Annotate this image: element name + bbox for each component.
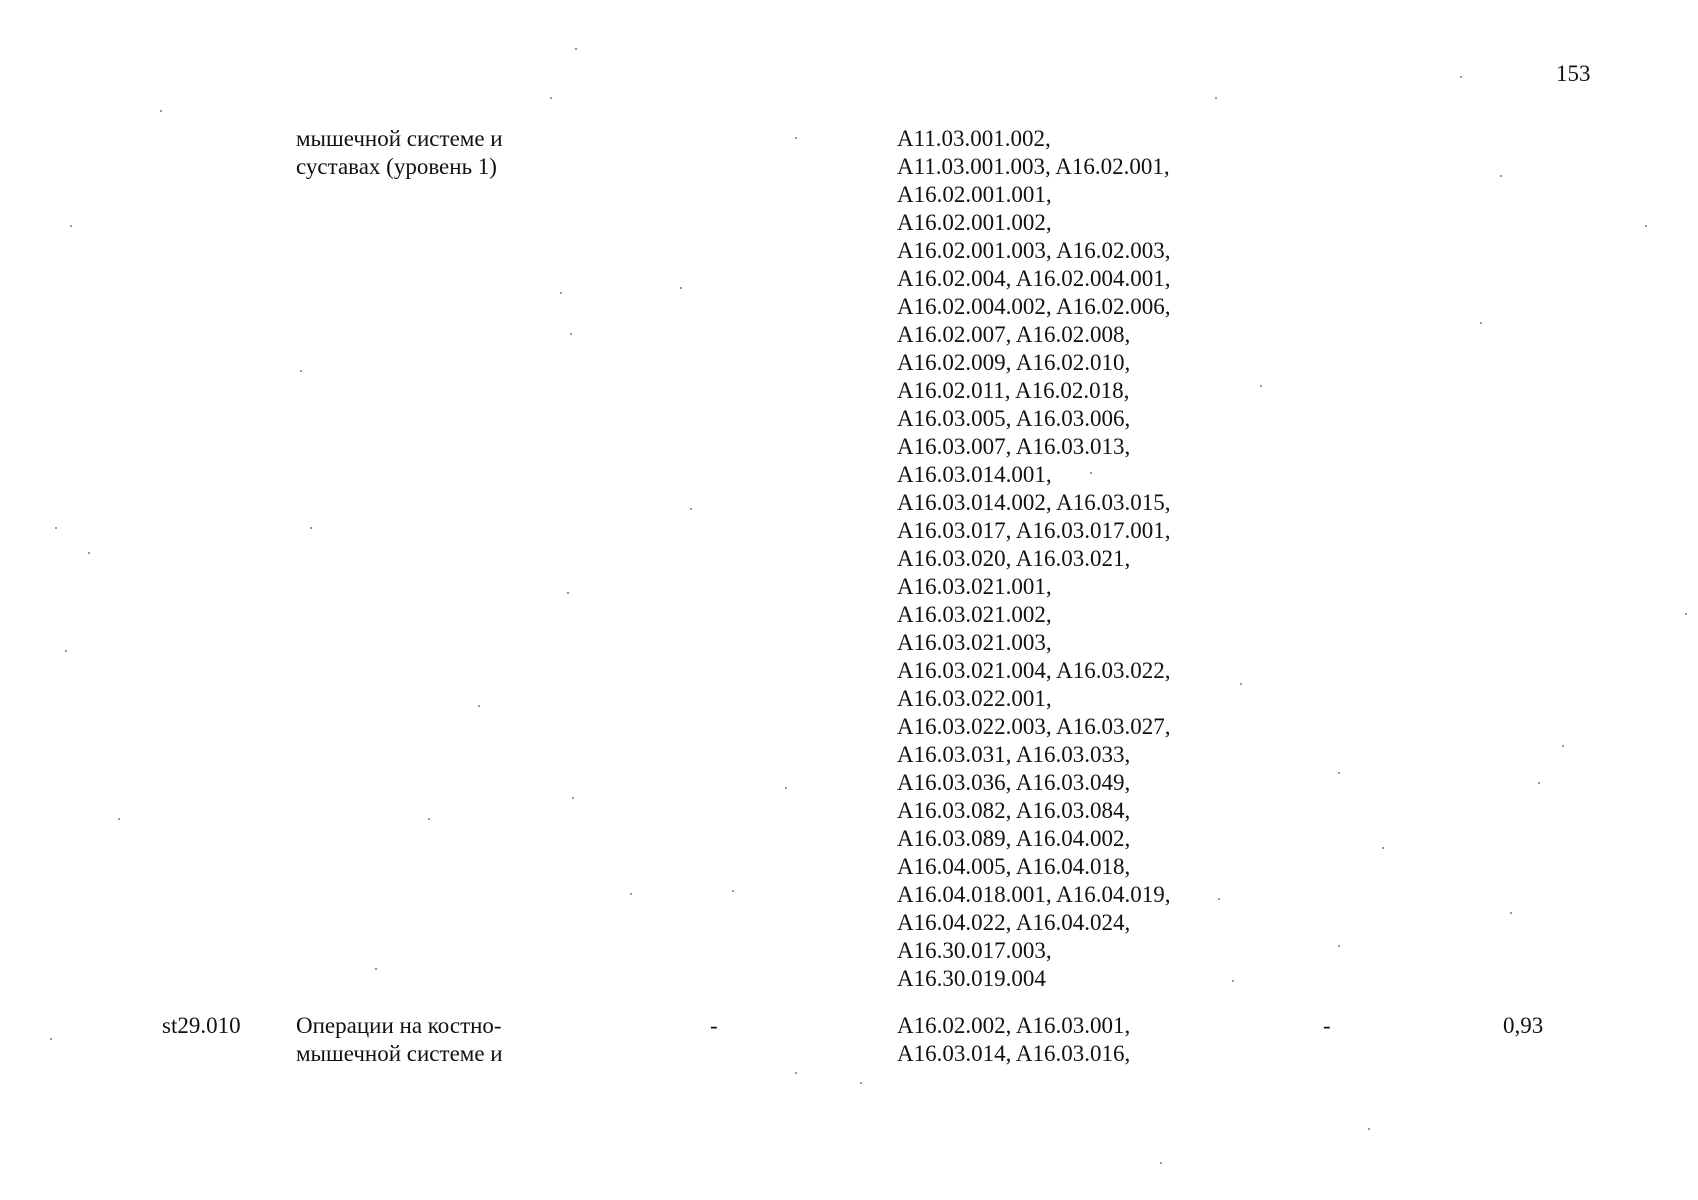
scan-speck — [478, 705, 480, 707]
scan-speck — [732, 890, 734, 892]
page-number: 153 — [1556, 61, 1591, 86]
cost-coefficient: 0,93 — [1503, 1013, 1544, 1038]
scan-speck — [860, 1082, 862, 1084]
description-line: мышечной системе и — [296, 126, 503, 151]
scan-speck — [1240, 683, 1242, 685]
code-line: A16.03.089, A16.04.002, — [897, 826, 1131, 851]
scan-speck — [1538, 782, 1540, 784]
ksg-description — [296, 1012, 503, 1068]
scan-speck — [88, 552, 90, 554]
scan-speck — [785, 787, 787, 789]
code-line: A16.03.021.003, — [897, 630, 1052, 655]
scan-speck — [1500, 175, 1502, 177]
code-line: A16.02.004, A16.02.004.001, — [897, 266, 1171, 291]
service-codes-continuation — [897, 125, 1170, 993]
code-line: A16.03.005, A16.03.006, — [897, 406, 1131, 431]
code-line: A16.02.011, A16.02.018, — [897, 378, 1130, 403]
code-line: A16.03.082, A16.03.084, — [897, 798, 1131, 823]
scan-speck — [1260, 385, 1262, 387]
scan-speck — [1480, 322, 1482, 324]
scan-speck — [1218, 898, 1220, 900]
code-line: A16.03.014.001, — [897, 462, 1052, 487]
empty-cell-dash: - — [1323, 1013, 1331, 1038]
scan-speck — [1338, 772, 1340, 774]
scan-speck — [65, 650, 67, 652]
scan-speck — [570, 333, 572, 335]
description-line: суставах (уровень 1) — [296, 154, 497, 179]
description-line: Операции на костно- — [296, 1013, 502, 1038]
scan-speck — [690, 508, 692, 510]
scan-speck — [1460, 76, 1462, 78]
code-line: A16.03.014.002, A16.03.015, — [897, 490, 1171, 515]
scan-speck — [375, 968, 377, 970]
service-codes — [897, 1012, 1130, 1068]
scan-speck — [572, 797, 574, 799]
code-line: A16.03.021.001, — [897, 574, 1052, 599]
scan-speck — [575, 48, 577, 50]
scan-speck — [50, 1038, 52, 1040]
code-line: A16.30.017.003, — [897, 938, 1052, 963]
code-line: A16.03.022.001, — [897, 686, 1052, 711]
code-line: A16.02.004.002, A16.02.006, — [897, 294, 1171, 319]
code-line: A16.03.021.002, — [897, 602, 1052, 627]
scan-speck — [1090, 472, 1092, 474]
scan-speck — [1338, 945, 1340, 947]
scan-speck — [1645, 225, 1647, 227]
code-line: A16.30.019.004 — [897, 966, 1046, 991]
scan-speck — [118, 818, 120, 820]
scan-speck — [55, 527, 57, 529]
scan-speck — [1685, 613, 1687, 615]
empty-cell-dash: - — [710, 1013, 718, 1038]
code-line: A16.04.005, A16.04.018, — [897, 854, 1131, 879]
code-line: A16.02.009, A16.02.010, — [897, 350, 1131, 375]
code-line: A16.02.007, A16.02.008, — [897, 322, 1131, 347]
scan-speck — [1382, 847, 1384, 849]
code-line: A16.02.001.001, — [897, 182, 1052, 207]
scan-speck — [70, 225, 72, 227]
description-line: мышечной системе и — [296, 1041, 503, 1066]
scan-speck — [1562, 745, 1564, 747]
ksg-code: st29.010 — [162, 1013, 241, 1038]
scan-speck — [795, 1072, 797, 1074]
code-line: A16.03.036, A16.03.049, — [897, 770, 1131, 795]
scan-speck — [567, 592, 569, 594]
code-line: A16.03.022.003, A16.03.027, — [897, 714, 1171, 739]
scan-speck — [310, 527, 312, 529]
code-line: A16.03.021.004, A16.03.022, — [897, 658, 1171, 683]
scan-speck — [1232, 980, 1234, 982]
scan-speck — [1215, 97, 1217, 99]
scan-speck — [1160, 1162, 1162, 1164]
scan-speck — [1368, 1128, 1370, 1130]
code-line: A16.03.020, A16.03.021, — [897, 546, 1131, 571]
scan-speck — [680, 287, 682, 289]
scan-speck — [428, 818, 430, 820]
scan-speck — [1510, 912, 1512, 914]
code-line: A11.03.001.003, A16.02.001, — [897, 154, 1170, 179]
code-line: A11.03.001.002, — [897, 126, 1051, 151]
description-continuation — [296, 125, 503, 181]
scan-speck — [160, 110, 162, 112]
scan-speck — [795, 137, 797, 139]
scan-speck — [560, 292, 562, 294]
code-line: A16.03.031, A16.03.033, — [897, 742, 1131, 767]
scan-speck — [550, 97, 552, 99]
code-line: A16.02.001.002, — [897, 210, 1052, 235]
code-line: A16.02.002, A16.03.001, — [897, 1013, 1131, 1038]
code-line: A16.04.018.001, A16.04.019, — [897, 882, 1171, 907]
scan-speck — [630, 893, 632, 895]
code-line: A16.03.017, A16.03.017.001, — [897, 518, 1171, 543]
scan-speck — [300, 370, 302, 372]
code-line: A16.04.022, A16.04.024, — [897, 910, 1131, 935]
code-line: A16.03.007, A16.03.013, — [897, 434, 1131, 459]
code-line: A16.02.001.003, A16.02.003, — [897, 238, 1171, 263]
code-line: A16.03.014, A16.03.016, — [897, 1041, 1131, 1066]
